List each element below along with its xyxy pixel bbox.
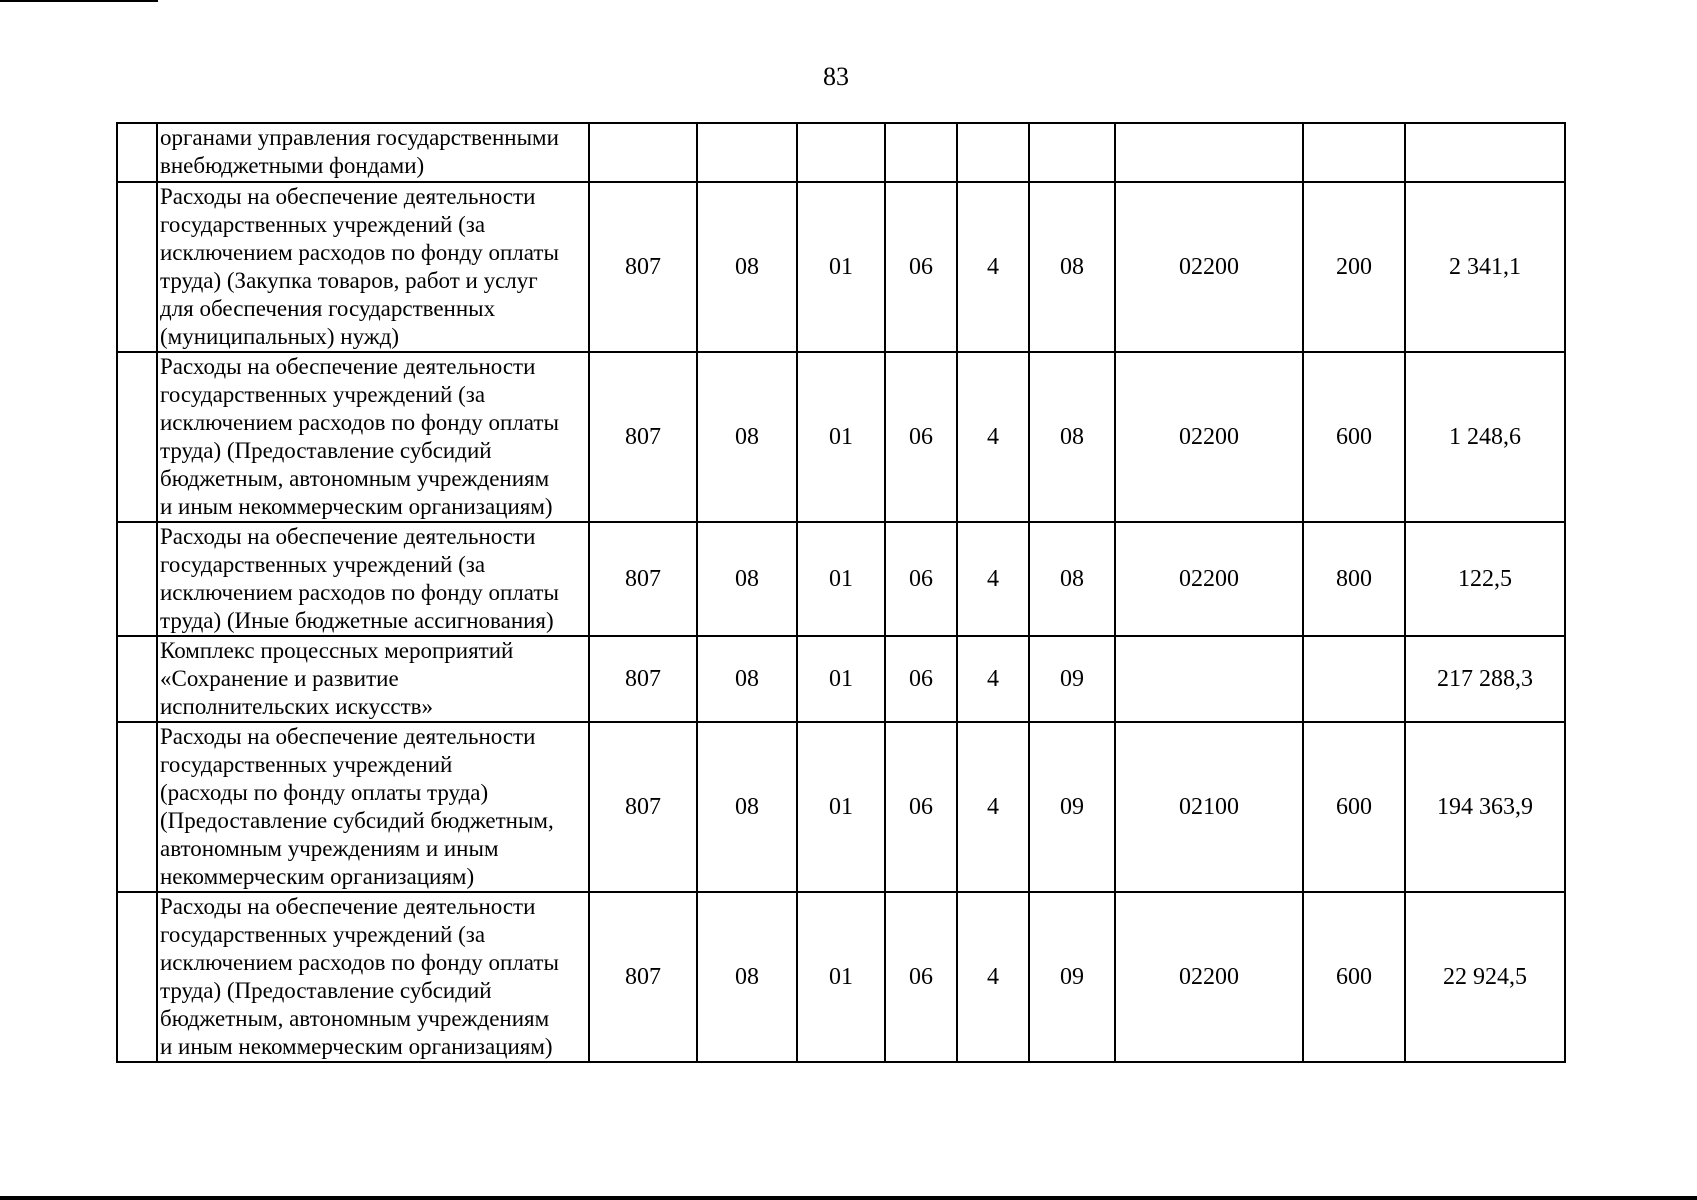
amount-cell: 122,5 — [1405, 522, 1565, 636]
program-cell: 06 — [885, 892, 957, 1062]
section-cell — [697, 123, 797, 182]
amount-cell — [1405, 123, 1565, 182]
expense-type-cell: 200 — [1303, 182, 1405, 352]
ministry-code-cell: 807 — [589, 352, 697, 522]
subsection-cell: 01 — [797, 522, 885, 636]
subsection-cell: 01 — [797, 352, 885, 522]
direction-cell — [1115, 123, 1303, 182]
structure-element-cell: 08 — [1029, 522, 1115, 636]
direction-cell: 02200 — [1115, 522, 1303, 636]
table-row — [117, 892, 1565, 1062]
section-cell: 08 — [697, 182, 797, 352]
expense-name-cell: органами управления государственными внебюджетными фондами) — [157, 123, 589, 182]
section-cell: 08 — [697, 892, 797, 1062]
program-type-cell: 4 — [957, 522, 1029, 636]
program-cell — [885, 123, 957, 182]
table-row — [117, 352, 1565, 522]
program-cell: 06 — [885, 182, 957, 352]
amount-cell: 194 363,9 — [1405, 722, 1565, 892]
structure-element-cell: 09 — [1029, 722, 1115, 892]
program-type-cell: 4 — [957, 636, 1029, 722]
table-row — [117, 182, 1565, 352]
table-row — [117, 123, 1565, 182]
program-cell: 06 — [885, 522, 957, 636]
row-number-cell — [117, 123, 157, 182]
program-type-cell: 4 — [957, 722, 1029, 892]
row-number-cell — [117, 722, 157, 892]
program-type-cell: 4 — [957, 182, 1029, 352]
expense-name-cell: Комплекс процессных мероприятий «Сохранение и развитие исполнительских искусств» — [157, 636, 589, 722]
program-type-cell: 4 — [957, 352, 1029, 522]
ministry-code-cell — [589, 123, 697, 182]
amount-cell: 2 341,1 — [1405, 182, 1565, 352]
structure-element-cell: 09 — [1029, 892, 1115, 1062]
section-cell: 08 — [697, 722, 797, 892]
subsection-cell: 01 — [797, 722, 885, 892]
section-cell: 08 — [697, 636, 797, 722]
expense-type-cell: 600 — [1303, 352, 1405, 522]
program-cell: 06 — [885, 636, 957, 722]
structure-element-cell — [1029, 123, 1115, 182]
structure-element-cell: 09 — [1029, 636, 1115, 722]
program-type-cell: 4 — [957, 892, 1029, 1062]
table-row — [117, 636, 1565, 722]
amount-cell: 217 288,3 — [1405, 636, 1565, 722]
table-row — [117, 722, 1565, 892]
subsection-cell: 01 — [797, 636, 885, 722]
direction-cell — [1115, 636, 1303, 722]
expense-name-cell: Расходы на обеспечение деятельности государственных учреждений (за исключением расходов по фонду оплаты труда) (Предоставление субсидий бюджетным, автономным учреждениям и иным некоммерческим организациям) — [157, 892, 589, 1062]
structure-element-cell: 08 — [1029, 182, 1115, 352]
row-number-cell — [117, 892, 157, 1062]
top-rule — [0, 0, 158, 2]
row-number-cell — [117, 352, 157, 522]
expense-type-cell — [1303, 123, 1405, 182]
expense-name-cell: Расходы на обеспечение деятельности государственных учреждений (расходы по фонду оплаты труда) (Предоставление субсидий бюджетным, автономным учреждениям и иным некоммерческим организациям) — [157, 722, 589, 892]
program-cell: 06 — [885, 722, 957, 892]
subsection-cell: 01 — [797, 892, 885, 1062]
amount-cell: 1 248,6 — [1405, 352, 1565, 522]
expense-type-cell: 800 — [1303, 522, 1405, 636]
ministry-code-cell: 807 — [589, 892, 697, 1062]
section-cell: 08 — [697, 522, 797, 636]
expense-type-cell — [1303, 636, 1405, 722]
subsection-cell — [797, 123, 885, 182]
expense-type-cell: 600 — [1303, 892, 1405, 1062]
ministry-code-cell: 807 — [589, 636, 697, 722]
expense-type-cell: 600 — [1303, 722, 1405, 892]
direction-cell: 02200 — [1115, 182, 1303, 352]
direction-cell: 02200 — [1115, 892, 1303, 1062]
direction-cell: 02100 — [1115, 722, 1303, 892]
program-cell: 06 — [885, 352, 957, 522]
budget-table-body — [117, 123, 1565, 1062]
page-number: 83 — [823, 62, 849, 91]
program-type-cell — [957, 123, 1029, 182]
expense-name-cell: Расходы на обеспечение деятельности государственных учреждений (за исключением расходов по фонду оплаты труда) (Закупка товаров, работ и услуг для обеспечения государственных (муниципальных) нужд) — [157, 182, 589, 352]
subsection-cell: 01 — [797, 182, 885, 352]
row-number-cell — [117, 522, 157, 636]
direction-cell: 02200 — [1115, 352, 1303, 522]
bottom-rule — [0, 1196, 1697, 1200]
structure-element-cell: 08 — [1029, 352, 1115, 522]
ministry-code-cell: 807 — [589, 722, 697, 892]
expense-name-cell: Расходы на обеспечение деятельности государственных учреждений (за исключением расходов по фонду оплаты труда) (Иные бюджетные ассигнования) — [157, 522, 589, 636]
budget-table — [116, 122, 1566, 1063]
section-cell: 08 — [697, 352, 797, 522]
table-row — [117, 522, 1565, 636]
row-number-cell — [117, 636, 157, 722]
ministry-code-cell: 807 — [589, 522, 697, 636]
row-number-cell — [117, 182, 157, 352]
ministry-code-cell: 807 — [589, 182, 697, 352]
expense-name-cell: Расходы на обеспечение деятельности государственных учреждений (за исключением расходов по фонду оплаты труда) (Предоставление субсидий бюджетным, автономным учреждениям и иным некоммерческим организациям) — [157, 352, 589, 522]
amount-cell: 22 924,5 — [1405, 892, 1565, 1062]
